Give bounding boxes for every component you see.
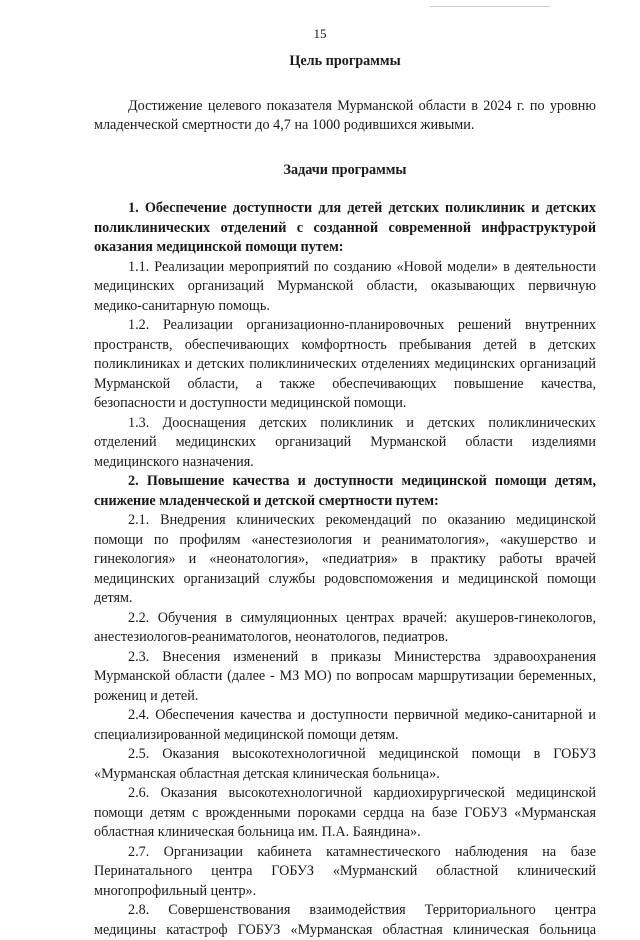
task-item-2-5: 2.5. Оказания высокотехнологичной медицинской помощи в ГОБУЗ «Мурманская областная детская клиническая больница». [94,746,596,782]
task-item-1-3: 1.3. Дооснащения детских поликлиник и детских поликлинических отделений медицинских организаций Мурманской области изделиями медицинского назначения. [94,414,596,470]
document-body [94,52,596,940]
section-2-title: 2. Повышение качества и доступности медицинской помощи детям, снижение младенческой и детской смертности путем: [94,473,596,509]
task-item-2-8: 2.8. Совершенствования взаимодействия Территориального центра медицины катастроф ГОБУЗ «Мурманская областная клиническая больница [94,902,596,938]
task-item-2-7: 2.7. Организации кабинета катамнестического наблюдения на базе Перинатального центра ГОБУЗ «Мурманский областной клинический многопрофильный центр». [94,843,596,899]
task-item-1-1: 1.1. Реализации мероприятий по созданию «Новой модели» в деятельности медицинских организаций Мурманской области, оказывающих первичную медико-санитарную помощь. [94,258,596,314]
goal-heading: Цель программы [289,53,401,69]
task-item-1-2: 1.2. Реализации организационно-планировочных решений внутренних пространств, обеспечивающих комфортность пребывания детей в детских поликлиниках и детских поликлинических отделениях медицинских организаций Мурманской области, а также обеспечивающих повышение качества, безопасности и доступности медицинской помощи. [94,317,596,411]
section-1-title: 1. Обеспечение доступности для детей детских поликлиник и детских поликлинических отделений с созданной современной инфраструктурой оказания медицинской помощи путем: [94,200,596,255]
task-item-2-6: 2.6. Оказания высокотехнологичной кардиохирургической медицинской помощи детям с врожденными пороками сердца на базе ГОБУЗ «Мурманская областная клиническая больница им. П.А. Баяндина». [94,785,596,840]
top-edge-line [430,6,550,7]
tasks-heading: Задачи программы [283,161,407,178]
task-item-2-3: 2.3. Внесения изменений в приказы Министерства здравоохранения Мурманской области (далее - МЗ МО) по вопросам маршрутизации беременных, рожениц и детей. [94,648,596,704]
goal-text: Достижение целевого показателя Мурманской области в 2024 г. по уровню младенческой смертности до 4,7 на 1000 родившихся живыми. [94,97,596,133]
task-item-2-4: 2.4. Обеспечения качества и доступности первичной медико-санитарной и специализированной медицинской помощи детям. [94,707,596,743]
page-number: 15 [313,26,327,41]
task-item-2-2: 2.2. Обучения в симуляционных центрах врачей: акушеров-гинекологов, анестезиологов-реаниматологов, неонатологов, педиатров. [94,609,596,645]
task-item-2-1: 2.1. Внедрения клинических рекомендаций по оказанию медицинской помощи по профилям «анестезиология и реаниматология», «акушерство и гинекология» и «неонатология», «педиатрия» в практику работы врачей медицинских организаций службы родовспоможения и медицинской помощи детям. [94,512,596,606]
